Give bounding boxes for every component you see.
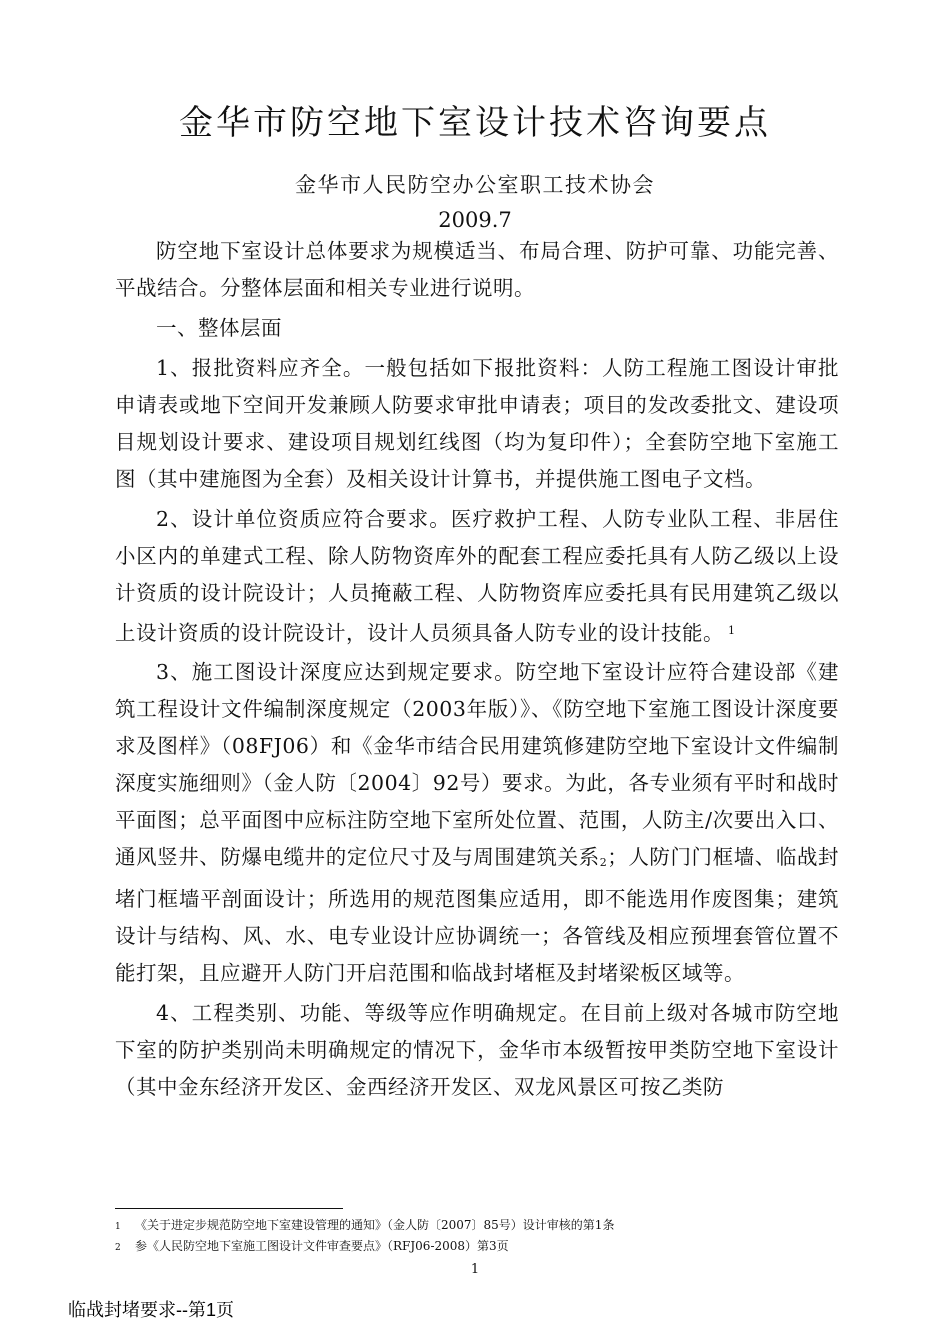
item-4-paragraph: 4、工程类别、功能、等级等应作明确规定。在目前上级对各城市防空地下室的防护类别尚未明确规定的情况下，金华市本级暂按甲类防空地下室设计（其中金东经济开发区、金西经济开发区、双龙风景区可按乙类防 (115, 1001, 839, 1099)
footnote-text: 参《人民防空地下室施工图设计文件审查要点》（RFJ06-2008）第3页 (135, 1239, 509, 1253)
footnote-item (115, 1216, 875, 1237)
item-1-paragraph: 1、报批资料应齐全。一般包括如下报批资料：人防工程施工图设计审批申请表或地下空间开发兼顾人防要求审批申请表；项目的发改委批文、建设项目规划设计要求、建设项目规划红线图（均为复印件）；全套防空地下室施工图（其中建施图为全套）及相关设计计算书，并提供施工图电子文档。 (115, 356, 839, 491)
section-heading: 一、整体层面 (156, 316, 282, 340)
organization-name: 金华市人民防空办公室职工技术协会 (295, 173, 655, 197)
page-number: 1 (470, 1262, 480, 1277)
footnotes (115, 1216, 875, 1258)
footnote-number: 1 (115, 1222, 121, 1232)
footnote-text: 《关于进定步规范防空地下室建设管理的通知》（金人防〔2007〕85号）设计审核的第1条 (135, 1218, 615, 1232)
document-date: 2009.7 (438, 208, 512, 232)
document-body (115, 233, 839, 1108)
item-2-paragraph (115, 501, 839, 652)
footnote-number: 2 (115, 1243, 121, 1253)
footnote-ref-1[interactable]: 1 (728, 624, 736, 637)
footnote-item (115, 1237, 875, 1258)
document-title: 金华市防空地下室设计技术咨询要点 (179, 103, 771, 143)
footnote-divider (115, 1208, 343, 1209)
footer-label: 临战封堵要求--第1页 (68, 1300, 234, 1320)
item-2-text: 2、设计单位资质应符合要求。医疗救护工程、人防专业队工程、非居住小区内的单建式工程、除人防物资库外的配套工程应委托具有人防乙级以上设计资质的设计院设计；人员掩蔽工程、人防物资库应委托具有民用建筑乙级以上设计资质的设计院设计，设计人员须具备人防专业的设计技能。 (115, 507, 839, 645)
footnote-ref-2[interactable]: 2 (599, 856, 608, 869)
item-3-text-b: ；人防门门框墙、临战封堵门框墙平剖面设计；所选用的规范图集应适用，即不能选用作废图集；建筑设计与结构、风、水、电专业设计应协调统一；各管线及相应预埋套管位置不能打架，且应避开人防门开启范围和临战封堵框及封堵梁板区域等。 (115, 845, 840, 985)
item-3-paragraph (115, 654, 839, 992)
intro-paragraph: 防空地下室设计总体要求为规模适当、布局合理、防护可靠、功能完善、平战结合。分整体层面和相关专业进行说明。 (115, 239, 839, 300)
item-3-text-a: 3、施工图设计深度应达到规定要求。防空地下室设计应符合建设部《建筑工程设计文件编制深度规定（2003年版）》、《防空地下室施工图设计深度要求及图样》（08FJ06）和《金华市结合民用建筑修建防空地下室设计文件编制深度实施细则》（金人防〔2004〕92号）要求。为此，各专业须有平时和战时平面图；总平面图中应标注防空地下室所处位置、范围，人防主/次要出入口、通风竖井、防爆电缆井的定位尺寸及与周围建筑关系 (115, 660, 839, 869)
